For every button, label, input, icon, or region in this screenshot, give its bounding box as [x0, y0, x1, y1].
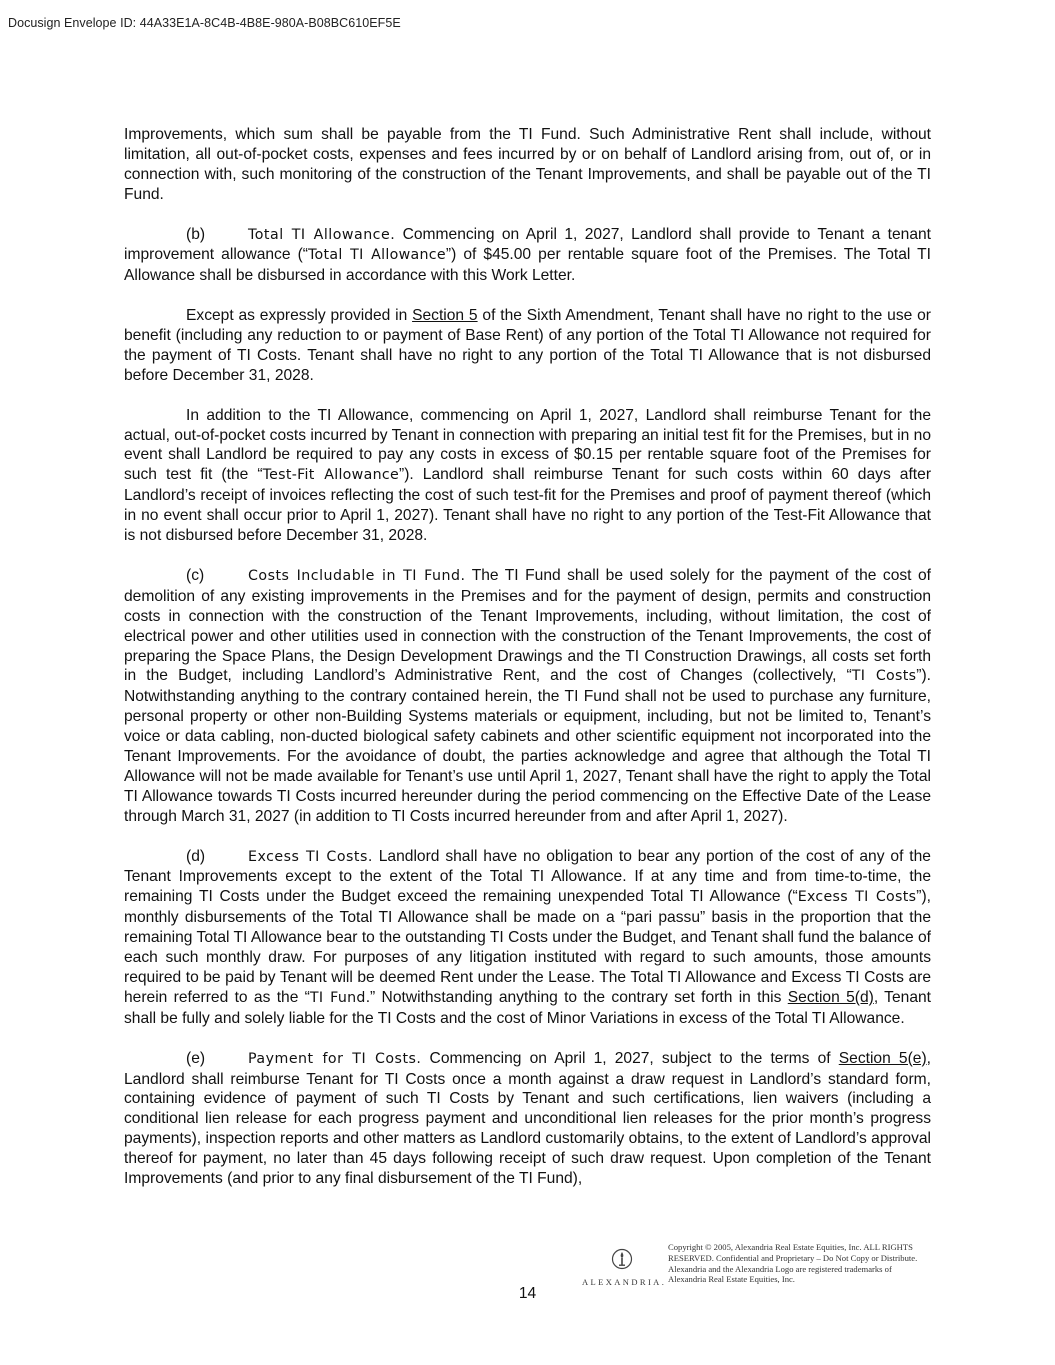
paragraph-test-fit [124, 406, 931, 546]
section-e-heading: Payment for TI Costs. [248, 1050, 422, 1067]
section-e-text: Commencing on April 1, 2027, subject to the terms of [421, 1049, 839, 1067]
paragraph-text: Except as expressly provided in [186, 307, 413, 325]
section-e-marker: (e) [186, 1049, 206, 1067]
paragraph-text: ”). Landlord shall reimburse Tenant for such costs within 60 days after Landlord’s receipt of invoices reflecting the cost of such test-fit for the Premises and proof of payment thereof (which in no event shall occur prior to April 1, 2027). Tenant shall have no right to any portion of the Test-Fit Allowance that is not disbursed before December 31, 2028. [124, 466, 932, 545]
defined-term: TI Costs [851, 668, 917, 685]
section-reference: Section 5(d) [787, 988, 874, 1006]
paragraph-intro: Improvements, which sum shall be payable from the TI Fund. Such Administrative Rent shall include, without limitation, all out-of-pocket costs, expenses and fees incurred by or on behalf of Landlord arising from, out of, or in connection with, such monitoring of the construction of the Tenant Improvements, and shall be payable out of the TI Fund. [124, 126, 931, 203]
section-d-marker: (d) [186, 847, 206, 865]
section-reference: Section 5 [412, 307, 478, 325]
paragraph-except [124, 306, 931, 386]
section-b-text: Commencing on April 1, 2027, Landlord shall provide to Tenant a tenant improvement allowance (“ [124, 225, 931, 264]
section-d [124, 847, 931, 1029]
section-b-heading: Total TI Allowance. [248, 226, 396, 243]
section-e-text: , Landlord shall reimburse Tenant for TI Costs once a month against a draw request in Landlord’s standard form, containing evidence of payment of such TI Costs by Tenant and such certifications, lien waivers (including a conditional lien release for each progress payment and unconditional lien releases for the prior month’s progress payments), inspection reports and other matters as Landlord customarily obtains, to the extent of Landlord’s approval thereof for payment, no later than 45 days following receipt of such draw request. Upon completion of the Tenant Improvements (and prior to any final disbursement of the TI Fund), [124, 1049, 931, 1188]
section-d-text: ”), monthly disbursements of the Total TI Allowance shall be made on a “pari passu” basis in the proportion that the remaining Total TI Allowance bear to the outstanding TI Costs under the Budget, and Tenant shall fund the balance of each such monthly draw. For purposes of any litigation instituted with regard to such amounts, those amounts required to be paid by Tenant will be deemed Rent under the Lease. The Total TI Allowance and Excess TI Costs are herein referred to as the “ [124, 888, 931, 1006]
defined-term: Test-Fit Allowance [262, 467, 399, 484]
defined-term: Excess TI Costs [797, 889, 917, 906]
section-c [124, 566, 931, 827]
section-d-heading: Excess TI Costs. [248, 848, 373, 865]
paragraph-text: of the Sixth Amendment, Tenant shall have no right to the use or benefit (including any reduction to or payment of Base Rent) of any portion of the Total TI Allowance not required for the payment of TI Costs. Tenant shall have no right to any portion of the Total TI Allowance that is not disbursed before December 31, 2028. [124, 307, 931, 384]
section-c-text: ”). Notwithstanding anything to the contrary contained herein, the TI Fund shall not be used to purchase any furniture, personal property or other non-Building Systems materials or equipment, including, but not be limited to, Tenant’s voice or data cabling, non-ducted biological safety cabinets and other scientific equipment not incorporated into the Tenant Improvements. For the avoidance of doubt, the parties acknowledge and agree that although the Total TI Allowance will not be made available for Tenant’s use until April 1, 2027, Tenant shall have the right to apply the Total TI Allowance towards TI Costs incurred hereunder during the period commencing on the Effective Date of the Lease through March 31, 2027 (in addition to TI Costs incurred hereunder from and after April 1, 2027). [124, 667, 931, 825]
section-c-text: The TI Fund shall be used solely for the payment of the cost of demolition of any existing improvements in the Premises and for the payment of design, permits and construction costs in connection with the construction of the Tenant Improvements, including, without limitation, the cost of electrical power and other utilities used in connection with the construction of the Tenant Improvements, the cost of preparing the Space Plans, the Design Development Drawings and the TI Construction Drawings, all costs set forth in the Budget, including Landlord’s Administrative Rent, and the cost of Changes (collectively, “ [124, 566, 931, 685]
section-e [124, 1049, 931, 1189]
torch-emblem-icon [611, 1248, 633, 1270]
copyright-notice: Copyright © 2005, Alexandria Real Estate Equities, Inc. ALL RIGHTS RESERVED. Confidential and Proprietary – Do Not Copy or Distribute. Alexandria and the Alexandria Logo are registered trademarks of Alexandria Real Estate Equities, Inc. [668, 1242, 918, 1285]
logo-wordmark: ALEXANDRIA. [582, 1277, 667, 1287]
section-b [124, 225, 931, 287]
document-body [124, 125, 931, 1209]
section-d-text: .” Notwithstanding anything to the contrary set forth in this [365, 988, 788, 1006]
defined-term: TI Fund [309, 989, 366, 1006]
paragraph-text: In addition to the TI Allowance, commencing on April 1, 2027, Landlord shall reimburse Tenant for the actual, out-of-pocket costs incurred by Tenant in connection with preparing an initial test fit for the Premises, but in no event shall Landlord be required to pay any costs in excess of $0.15 per rentable square foot of the Premises for such test fit (the “ [124, 406, 931, 484]
page-number: 14 [518, 1285, 537, 1302]
alexandria-logo [582, 1248, 667, 1287]
defined-term: Total TI Allowance [307, 247, 446, 264]
section-d-text: , Tenant shall be fully and solely liable for the TI Costs and the cost of Minor Variations in excess of the Total TI Allowance. [124, 988, 931, 1027]
section-c-heading: Costs Includable in TI Fund. [248, 567, 466, 584]
section-d-text: Landlord shall have no obligation to bear any portion of the cost of any of the Tenant Improvements except to the extent of the Total TI Allowance. If at any time and from time-to-time, the remaining TI Costs under the Budget exceed the remaining unexpended Total TI Allowance (“ [124, 847, 931, 906]
section-c-marker: (c) [186, 566, 205, 584]
section-b-marker: (b) [186, 225, 206, 243]
envelope-id: Docusign Envelope ID: 44A33E1A-8C4B-4B8E-980A-B08BC610EF5E [8, 16, 401, 30]
section-reference: Section 5(e) [838, 1049, 927, 1067]
section-b-text: ”) of $45.00 per rentable square foot of the Premises. The Total TI Allowance shall be disbursed in accordance with this Work Letter. [124, 246, 931, 285]
